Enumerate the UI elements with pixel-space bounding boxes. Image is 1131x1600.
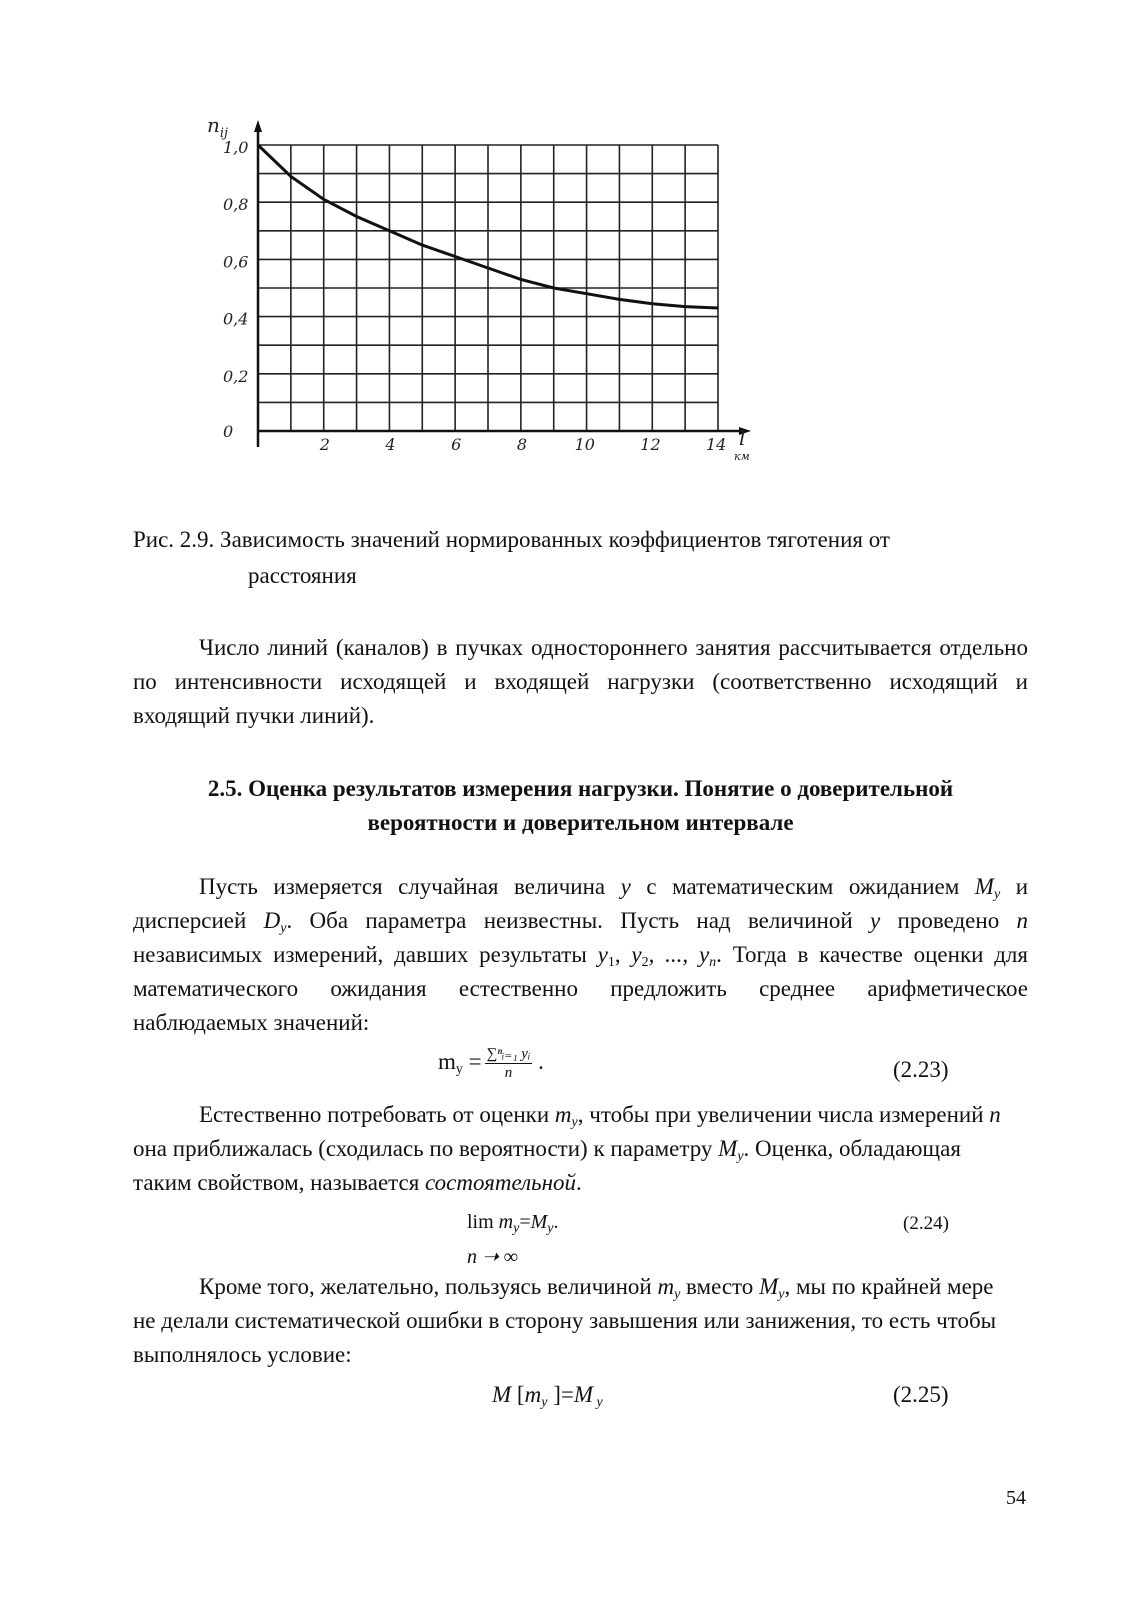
equation-number-2-25: (2.25): [893, 1382, 949, 1407]
paragraph-consistent-estimate: Естественно потребовать от оценки $m_y$, чтобы при увеличении числа измерений n она приближалась (сходилась по вероятности) к параметру $M_y$. Оценка, обладающая таким свойством, называется состоятельной.: [133, 1102, 1001, 1195]
x-axis-unit: км: [734, 450, 750, 463]
y-axis-label-sub: ij: [219, 126, 229, 141]
equation-2-23: $m_y$ = $\frac{\text{∑ⁿᵢ₌₁ yᵢ}}{n}$ .: [438, 1046, 544, 1081]
y-tick-label: 1,0: [223, 138, 249, 157]
page-number: 54: [1006, 1487, 1026, 1509]
equation-2-24: $\lim m_y=M_y$.: [467, 1211, 559, 1236]
x-tick-label: 4: [385, 435, 396, 454]
chart-axes: [254, 120, 751, 447]
y-axis-arrow: [254, 120, 262, 132]
figure-caption-line-2: расстояния: [248, 563, 357, 588]
y-tick-label: 0,8: [223, 195, 249, 215]
y-tick-label: 0,4: [223, 309, 249, 329]
x-tick-labels: [319, 435, 727, 454]
x-tick-label: 6: [451, 435, 462, 454]
x-tick-label: 14: [706, 435, 727, 454]
equation-number-2-24: (2.24): [903, 1213, 949, 1234]
y-tick-label: 0: [223, 422, 234, 441]
x-tick-label: 10: [574, 435, 595, 454]
paragraph-random-variable: Пусть измеряется случайная величина y с математическим ожиданием $M_y$ и дисперсией $D_y$. Оба параметра неизвестны. Пусть над величиной y проведено n независимых измерений, давших результаты $y_1$, $y_2$, ..., $y_n$. Тогда в качестве оценки для математического ожидания естественно предложить среднее арифметическое наблюдаемых значений:: [133, 874, 1029, 1035]
chart-grid: [258, 145, 718, 431]
y-tick-labels: [223, 138, 248, 441]
section-heading-line-2: вероятности и доверительном интервале: [367, 810, 794, 835]
equation-number-2-23: (2.23): [893, 1057, 949, 1082]
x-tick-label: 8: [516, 435, 528, 454]
section-heading-line-1: 2.5. Оценка результатов измерения нагрузки. Понятие о доверительной: [207, 776, 954, 801]
equation-2-24-limit: n ➝ ∞: [467, 1246, 519, 1268]
fraction: $\frac{\text{∑ⁿᵢ₌₁ yᵢ}}{n}$: [486, 1046, 531, 1081]
x-tick-label: 12: [640, 435, 661, 454]
figure-caption-line-1: Рис. 2.9. Зависимость значений нормированных коэффициентов тяготения от: [133, 527, 890, 552]
paragraph-unbiased-condition: Кроме того, желательно, пользуясь величиной $m_y$ вместо $M_y$, мы по крайней мере не делали систематической ошибки в сторону завышения или занижения, то есть чтобы выполнялось условие:: [133, 1274, 997, 1367]
gravity-coefficient-chart: [195, 110, 795, 480]
y-axis-label: $n_{ij}$: [207, 113, 229, 141]
y-tick-label: 0,6: [223, 252, 249, 272]
y-tick-label: 0,2: [223, 366, 249, 386]
equation-2-25: M [$m_y$ ]=M $_y$: [492, 1382, 603, 1410]
x-axis-label: l: [739, 426, 746, 450]
x-tick-label: 2: [319, 435, 330, 454]
paragraph-line-count: Число линий (каналов) в пучках одностороннего занятия рассчитывается отдельно по интенсивности исходящей и входящей нагрузки (соответственно исходящий и входящий пучки линий).: [133, 635, 1028, 728]
